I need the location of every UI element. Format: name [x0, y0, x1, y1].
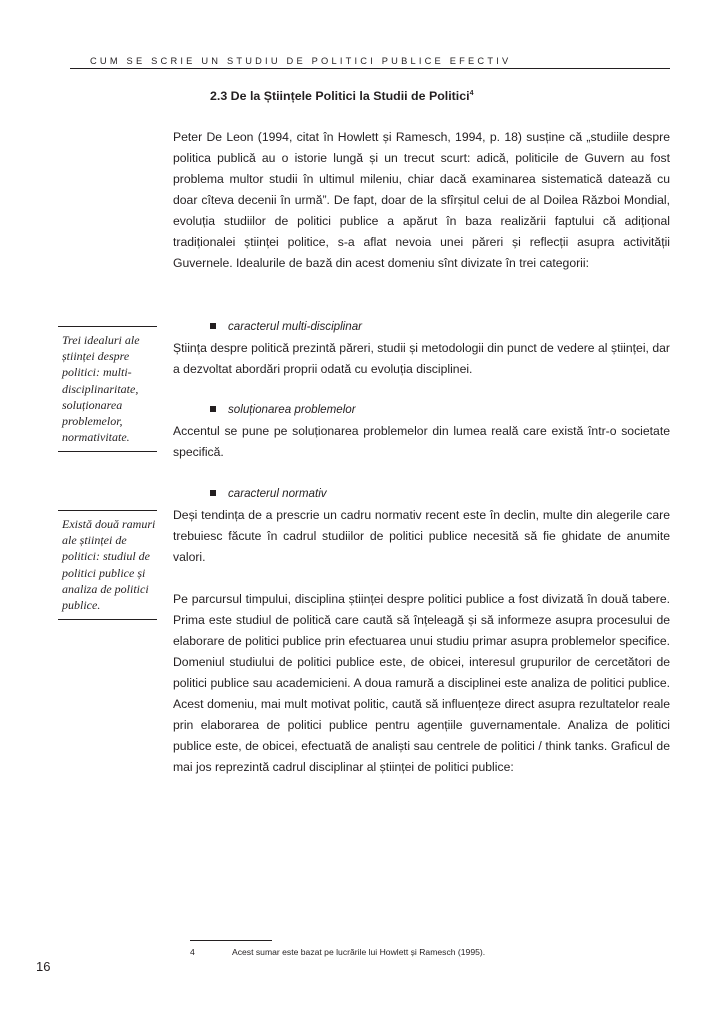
footnote	[190, 947, 485, 957]
margin-note-bottom-rule	[58, 451, 157, 452]
footnote-number: 4	[190, 947, 195, 957]
margin-note-text: Există două ramuri ale științei de politici: studiul de politici publice și analiza de politici publice.	[62, 517, 156, 613]
bullet-caracterul-normativ	[210, 487, 327, 500]
square-bullet-icon	[210, 406, 216, 412]
footnote-reference: 4	[469, 89, 474, 97]
footnote-rule	[190, 940, 272, 941]
margin-note-bottom-rule	[58, 619, 157, 620]
margin-note-ideals	[58, 326, 157, 452]
closing-paragraph-block	[173, 589, 670, 778]
bullet-label: soluționarea problemelor	[228, 403, 356, 416]
page-number: 16	[36, 959, 51, 974]
bullet-label: caracterul normativ	[228, 487, 327, 500]
running-header: CUM SE SCRIE UN STUDIU DE POLITICI PUBLICE EFECTIV	[90, 56, 512, 66]
header-rule	[70, 68, 670, 69]
bullet-text-block	[173, 505, 670, 568]
margin-note-branches	[58, 510, 157, 620]
section-title-text: 2.3 De la Științele Politici la Studii de Politici	[210, 89, 470, 103]
footnote-text: Acest sumar este bazat pe lucrările lui Howlett și Ramesch (1995).	[232, 947, 486, 957]
square-bullet-icon	[210, 490, 216, 496]
bullet-text: Deși tendința de a prescrie un cadru normativ recent este în declin, multe din alegerile care trebuiesc făcute în cadrul studiilor de politici publice necesită să fie ghidate de anumite valori.	[173, 508, 670, 564]
closing-paragraph: Pe parcursul timpului, disciplina științei despre politici publice a fost divizată în două tabere. Prima este studiul de politică care caută să înțeleagă și să informeze asupra procesului de elaborare de politici publice prin efectuarea unui studiu primar asupra problemelor specifice. Domeniul studiului de politici publice este, de obicei, interesul grupurilor de cercetători de politici publice sau academicieni. A doua ramură a disciplinei este analiza de politici publice. Acest domeniu, mai mult motivat politic, caută să influențeze direct asupra rezultatelor reale prin elaborarea de politici publice pentru agențiile guvernamentale. Analiza de politici publice este, de obicei, efectuată de analiști sau centrele de politici / think tanks. Graficul de mai jos reprezintă cadrul disciplinar al științei de politici publice:	[173, 592, 670, 774]
margin-note-text: Trei idealuri ale științei despre politici: multi-disciplinaritate, soluționarea problemelor, normativitate.	[62, 333, 140, 445]
intro-paragraph-block	[173, 127, 670, 274]
square-bullet-icon	[210, 323, 216, 329]
intro-paragraph: Peter De Leon (1994, citat în Howlett și Ramesch, 1994, p. 18) susține că „studiile despre politica publică au o istorie lungă și un trecut scurt: adică, politicile de Guvern au fost problema multor studii în ultimul mileniu, chiar dacă examinarea sistematică datează cu doar cîteva decenii în urmă”. De fapt, doar de la sfîrșitul celui de al Doilea Război Mondial, evoluția studiilor de politici publice a apărut în baza realizării faptului că adițional tradiționalei științei politice, s-a aflat nevoia unei păreri și reflecții asupra activității Guvernele. Idealurile de bază din acest domeniu sînt divizate în trei categorii:	[173, 130, 670, 270]
bullet-text: Accentul se pune pe soluționarea problemelor din lumea reală care există într-o societate specifică.	[173, 424, 670, 459]
bullet-text-block	[173, 421, 670, 463]
bullet-text: Știința despre politică prezintă păreri, studii și metodologii din punct de vedere al științei, dar a dezvoltat abordări proprii odată cu evoluția disciplinei.	[173, 341, 670, 376]
bullet-text-block	[173, 338, 670, 380]
section-title	[210, 89, 474, 103]
bullet-solutionarea-problemelor	[210, 403, 356, 416]
bullet-label: caracterul multi-disciplinar	[228, 320, 363, 333]
bullet-multi-disciplinar	[210, 320, 362, 333]
